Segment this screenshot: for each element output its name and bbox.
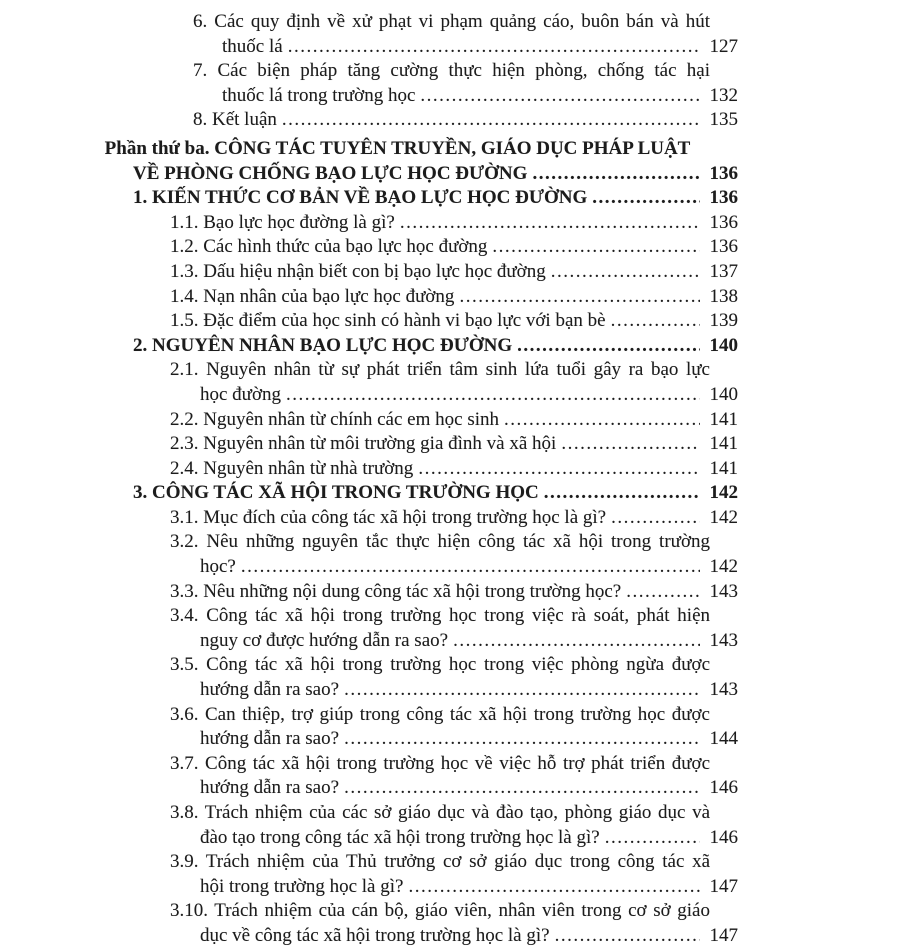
table-of-contents	[85, 10, 738, 949]
toc-line	[85, 137, 738, 162]
dot-leader	[282, 108, 700, 133]
toc-page-number: 141	[709, 433, 738, 455]
toc-page-number: 137	[709, 260, 738, 282]
toc-line	[85, 408, 738, 433]
toc-page-number: 132	[709, 84, 738, 106]
toc-line-text: 6. Các quy định về xử phạt vi phạm quảng cáo, buôn bán và hút	[193, 11, 710, 32]
dot-leader	[605, 826, 700, 851]
toc-line	[85, 59, 738, 84]
toc-entry	[85, 260, 738, 285]
toc-line	[85, 84, 738, 109]
toc-entry	[85, 703, 738, 752]
toc-line	[85, 186, 738, 211]
toc-page-number: 147	[709, 924, 738, 946]
toc-line-text: 2.3. Nguyên nhân từ môi trường gia đình và xã hội	[170, 433, 557, 455]
dot-leader	[544, 481, 700, 506]
toc-line-text: 3.3. Nêu những nội dung công tác xã hội trong trường học?	[170, 580, 622, 602]
toc-page-number: 140	[709, 383, 738, 405]
toc-line-text: 3.4. Công tác xã hội trong trường học trong việc rà soát, phát hiện	[170, 605, 710, 627]
toc-line	[85, 752, 738, 777]
dot-leader	[418, 457, 700, 482]
toc-line	[85, 10, 738, 35]
toc-line	[85, 580, 738, 605]
toc-line-text: 3.8. Trách nhiệm của các sở giáo dục và đào tạo, phòng giáo dục và	[170, 802, 710, 823]
toc-line-text: 3.9. Trách nhiệm của Thủ trưởng cơ sở giáo dục trong công tác xã	[170, 851, 710, 873]
toc-line-text: 3.1. Mục đích của công tác xã hội trong trường học là gì?	[170, 506, 607, 528]
toc-line	[85, 285, 738, 310]
toc-line-text: hướng dẫn ra sao?	[200, 777, 340, 799]
toc-line-text: 2. NGUYÊN NHÂN BẠO LỰC HỌC ĐƯỜNG	[133, 334, 513, 356]
toc-line	[85, 899, 738, 924]
toc-page-number: 136	[709, 236, 738, 258]
toc-line-text: 3.2. Nêu những nguyên tắc thực hiện công tác xã hội trong trường	[170, 531, 710, 553]
toc-entry	[85, 137, 738, 186]
dot-leader	[344, 776, 700, 801]
toc-line-text: 3.5. Công tác xã hội trong trường học trong việc phòng ngừa được	[170, 654, 710, 676]
toc-page-number: 147	[709, 875, 738, 897]
toc-line	[85, 358, 738, 383]
toc-line	[85, 309, 738, 334]
dot-leader	[626, 580, 700, 605]
dot-leader	[555, 924, 700, 949]
toc-page-number: 146	[709, 777, 738, 799]
toc-line-text: 3. CÔNG TÁC XÃ HỘI TRONG TRƯỜNG HỌC	[133, 482, 539, 504]
toc-page-number: 138	[709, 285, 738, 307]
toc-entry	[85, 432, 738, 457]
toc-entry	[85, 899, 738, 948]
toc-line	[85, 776, 738, 801]
dot-leader	[551, 260, 700, 285]
toc-page-number: 135	[709, 109, 738, 131]
toc-page-number: 142	[709, 482, 738, 504]
toc-line	[85, 530, 738, 555]
toc-line-text: 7. Các biện pháp tăng cường thực hiện phòng, chống tác hại	[193, 60, 710, 82]
toc-line-text: dục về công tác xã hội trong trường học là gì?	[200, 924, 550, 946]
dot-leader	[453, 629, 700, 654]
dot-leader	[532, 162, 700, 187]
toc-page-number: 142	[709, 556, 738, 578]
toc-page-number: 136	[709, 211, 738, 233]
toc-line	[85, 727, 738, 752]
toc-entry	[85, 108, 738, 133]
toc-line-text: 2.2. Nguyên nhân từ chính các em học sinh	[170, 408, 499, 430]
toc-entry	[85, 309, 738, 334]
toc-line	[85, 653, 738, 678]
toc-line-text: học đường	[200, 383, 282, 405]
dot-leader	[408, 875, 700, 900]
toc-page-number: 141	[709, 408, 738, 430]
toc-line	[85, 678, 738, 703]
toc-entry	[85, 186, 738, 211]
toc-entry	[85, 481, 738, 506]
dot-leader	[459, 285, 700, 310]
toc-line	[85, 703, 738, 728]
toc-line-text: thuốc lá	[222, 35, 283, 57]
toc-entry	[85, 211, 738, 236]
toc-entry	[85, 506, 738, 531]
toc-line-text: hội trong trường học là gì?	[200, 875, 404, 897]
dot-leader	[344, 678, 700, 703]
dot-leader	[420, 84, 700, 109]
toc-line-text: 1.1. Bạo lực học đường là gì?	[170, 211, 395, 233]
toc-line	[85, 108, 738, 133]
toc-line	[85, 432, 738, 457]
dot-leader	[592, 186, 700, 211]
toc-page-number: 146	[709, 826, 738, 848]
toc-line-text: 3.6. Can thiệp, trợ giúp trong công tác xã hội trong trường học được	[170, 703, 710, 725]
toc-entry	[85, 10, 738, 59]
toc-line-text: 3.10. Trách nhiệm của cán bộ, giáo viên, nhân viên trong cơ sở giáo	[170, 900, 710, 922]
toc-line-text: 1.4. Nạn nhân của bạo lực học đường	[170, 285, 455, 307]
toc-entry	[85, 457, 738, 482]
toc-entry	[85, 334, 738, 359]
toc-line-text: 1.5. Đặc điểm của học sinh có hành vi bạo lực với bạn bè	[170, 310, 606, 332]
toc-line	[85, 924, 738, 949]
toc-entry	[85, 801, 738, 850]
toc-page-number: 143	[709, 629, 738, 651]
toc-line-text: hướng dẫn ra sao?	[200, 679, 340, 701]
dot-leader	[288, 35, 700, 60]
toc-line-text: 2.1. Nguyên nhân từ sự phát triển tâm sinh lứa tuổi gây ra bạo lực	[170, 359, 710, 381]
toc-line-text: VỀ PHÒNG CHỐNG BẠO LỰC HỌC ĐƯỜNG	[133, 162, 528, 184]
dot-leader	[286, 383, 700, 408]
toc-line-text: học?	[200, 556, 236, 578]
toc-page-number: 139	[709, 310, 738, 332]
toc-line-text: 8. Kết luận	[193, 109, 277, 131]
toc-line	[85, 35, 738, 60]
toc-line	[85, 481, 738, 506]
toc-line	[85, 235, 738, 260]
toc-page-number: 127	[709, 35, 738, 57]
toc-line	[85, 875, 738, 900]
toc-line-text: thuốc lá trong trường học	[222, 84, 416, 106]
toc-page-number: 144	[709, 728, 738, 750]
toc-page-number: 136	[709, 187, 738, 209]
toc-page-number: 140	[709, 334, 738, 356]
toc-line-text: 1.3. Dấu hiệu nhận biết con bị bạo lực học đường	[170, 260, 546, 282]
toc-page-number: 143	[709, 580, 738, 602]
toc-line	[85, 506, 738, 531]
toc-line	[85, 555, 738, 580]
toc-entry	[85, 235, 738, 260]
toc-line	[85, 801, 738, 826]
dot-leader	[344, 727, 700, 752]
toc-page-number: 141	[709, 457, 738, 479]
dot-leader	[517, 334, 700, 359]
toc-page-number: 142	[709, 506, 738, 528]
toc-line	[85, 211, 738, 236]
toc-line-text: Phần thứ ba. CÔNG TÁC TUYÊN TRUYỀN, GIÁO DỤC PHÁP LUẬT	[104, 137, 691, 159]
toc-entry	[85, 604, 738, 653]
toc-entry	[85, 285, 738, 310]
toc-entry	[85, 530, 738, 579]
toc-line	[85, 260, 738, 285]
toc-entry	[85, 580, 738, 605]
toc-line	[85, 604, 738, 629]
toc-entry	[85, 358, 738, 407]
toc-line-text: 1. KIẾN THỨC CƠ BẢN VỀ BẠO LỰC HỌC ĐƯỜNG	[133, 187, 588, 209]
toc-line	[85, 162, 738, 187]
toc-line-text: 3.7. Công tác xã hội trong trường học về việc hỗ trợ phát triển được	[170, 752, 710, 774]
dot-leader	[504, 408, 700, 433]
dot-leader	[611, 506, 700, 531]
toc-line	[85, 629, 738, 654]
toc-line-text: hướng dẫn ra sao?	[200, 728, 340, 750]
toc-entry	[85, 850, 738, 899]
toc-line	[85, 850, 738, 875]
toc-line	[85, 826, 738, 851]
dot-leader	[400, 211, 700, 236]
toc-line-text: nguy cơ được hướng dẫn ra sao?	[200, 629, 449, 651]
toc-entry	[85, 653, 738, 702]
dot-leader	[611, 309, 700, 334]
toc-entry	[85, 59, 738, 108]
toc-line-text: đào tạo trong công tác xã hội trong trường học là gì?	[200, 826, 600, 848]
toc-page-number: 136	[709, 162, 738, 184]
toc-page-number: 143	[709, 679, 738, 701]
toc-line-text: 2.4. Nguyên nhân từ nhà trường	[170, 457, 414, 479]
toc-entry	[85, 752, 738, 801]
toc-entry	[85, 408, 738, 433]
toc-line	[85, 457, 738, 482]
dot-leader	[561, 432, 700, 457]
toc-line	[85, 334, 738, 359]
toc-line	[85, 383, 738, 408]
dot-leader	[492, 235, 700, 260]
toc-line-text: 1.2. Các hình thức của bạo lực học đường	[170, 236, 488, 258]
dot-leader	[241, 555, 700, 580]
